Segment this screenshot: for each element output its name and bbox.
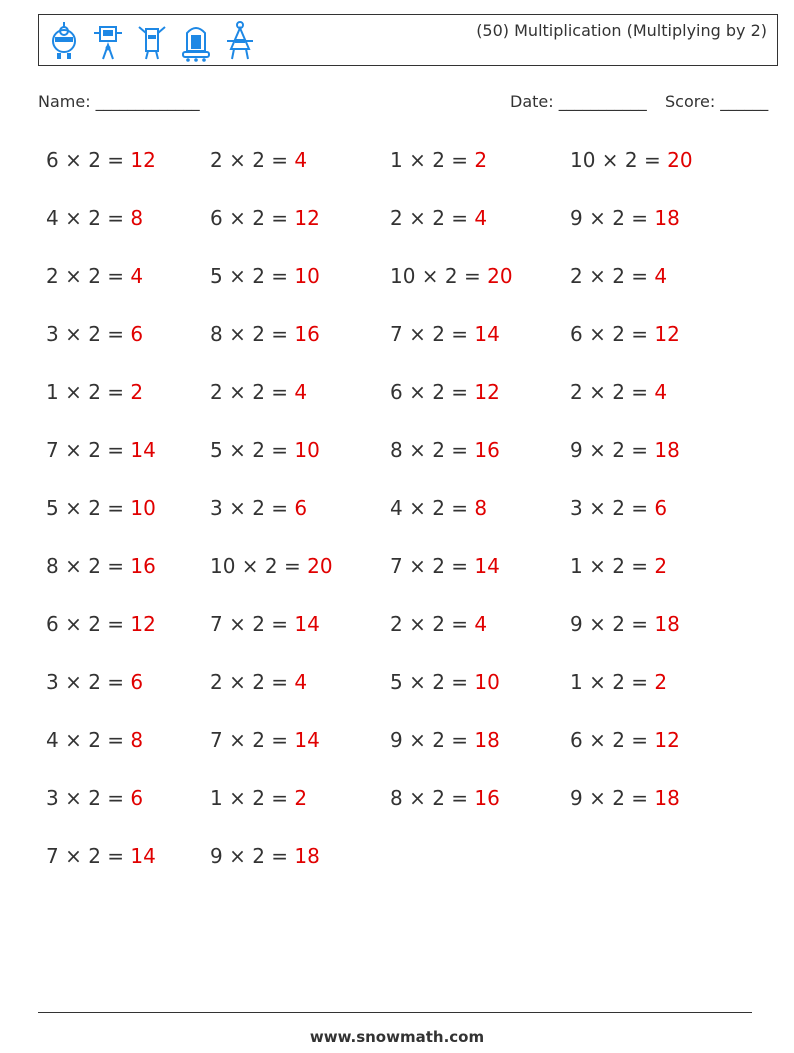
- problem-question: 1 × 2 =: [390, 148, 475, 172]
- problem-answer: 12: [130, 612, 156, 636]
- problem-answer: 4: [474, 206, 488, 230]
- problem: [570, 728, 680, 752]
- problem: [46, 206, 143, 230]
- problem-question: 7 × 2 =: [46, 844, 131, 868]
- problem-answer: 18: [654, 206, 680, 230]
- problem: [570, 496, 667, 520]
- problem-answer: 4: [294, 670, 308, 694]
- problem: [570, 322, 680, 346]
- problem-answer: 2: [474, 148, 488, 172]
- problem-answer: 18: [654, 438, 680, 462]
- problem-answer: 10: [474, 670, 500, 694]
- problem: [390, 264, 513, 288]
- problem: [46, 380, 143, 404]
- problem-answer: 14: [474, 322, 500, 346]
- problem: [46, 322, 143, 346]
- problem-question: 9 × 2 =: [390, 728, 475, 752]
- problem: [390, 786, 500, 810]
- problem-question: 7 × 2 =: [390, 322, 475, 346]
- problem: [390, 206, 487, 230]
- problem-question: 1 × 2 =: [46, 380, 131, 404]
- date-field: Date: ___________: [510, 92, 647, 111]
- problem-answer: 12: [654, 728, 680, 752]
- problem-answer: 18: [654, 612, 680, 636]
- problem-answer: 18: [654, 786, 680, 810]
- problem-question: 7 × 2 =: [390, 554, 475, 578]
- problem: [570, 612, 680, 636]
- problem-answer: 8: [130, 206, 144, 230]
- score-field: Score: ______: [665, 92, 769, 111]
- problem-answer: 14: [474, 554, 500, 578]
- problem: [210, 380, 307, 404]
- problem: [46, 148, 156, 172]
- problem: [390, 728, 500, 752]
- problem-question: 2 × 2 =: [210, 148, 295, 172]
- worksheet-title: (50) Multiplication (Multiplying by 2): [476, 21, 767, 40]
- problem: [390, 554, 500, 578]
- problem-answer: 2: [654, 670, 668, 694]
- problem-question: 9 × 2 =: [210, 844, 295, 868]
- robot-4-icon: [179, 19, 213, 63]
- problem-question: 10 × 2 =: [390, 264, 488, 288]
- problem-question: 3 × 2 =: [46, 322, 131, 346]
- problem-question: 8 × 2 =: [390, 786, 475, 810]
- problem-question: 8 × 2 =: [210, 322, 295, 346]
- problem-answer: 20: [487, 264, 513, 288]
- problem-answer: 14: [130, 844, 156, 868]
- problem-answer: 4: [654, 264, 668, 288]
- problem: [46, 670, 143, 694]
- problem: [570, 670, 667, 694]
- problem: [570, 380, 667, 404]
- robot-3-icon: [135, 19, 169, 63]
- problem: [210, 206, 320, 230]
- problem: [570, 554, 667, 578]
- problem-answer: 6: [130, 786, 144, 810]
- problem-answer: 6: [130, 670, 144, 694]
- problem: [46, 728, 143, 752]
- problem-answer: 14: [294, 728, 320, 752]
- problem-answer: 4: [130, 264, 144, 288]
- problem-answer: 6: [654, 496, 668, 520]
- problem-answer: 2: [294, 786, 308, 810]
- problem-question: 10 × 2 =: [570, 148, 668, 172]
- problem-question: 1 × 2 =: [570, 670, 655, 694]
- problem-question: 3 × 2 =: [46, 786, 131, 810]
- problem-answer: 18: [474, 728, 500, 752]
- problem: [390, 612, 487, 636]
- problem-answer: 4: [474, 612, 488, 636]
- problem-question: 1 × 2 =: [210, 786, 295, 810]
- problem: [210, 322, 320, 346]
- problem-question: 9 × 2 =: [570, 612, 655, 636]
- problem: [210, 728, 320, 752]
- problem-question: 9 × 2 =: [570, 206, 655, 230]
- problem: [46, 844, 156, 868]
- problem-answer: 16: [294, 322, 320, 346]
- problem-answer: 10: [130, 496, 156, 520]
- problem-answer: 14: [294, 612, 320, 636]
- problem-question: 3 × 2 =: [210, 496, 295, 520]
- problem-answer: 12: [130, 148, 156, 172]
- footer-url: www.snowmath.com: [309, 1028, 485, 1046]
- problem-question: 4 × 2 =: [46, 728, 131, 752]
- problem-question: 2 × 2 =: [390, 206, 475, 230]
- problem-answer: 4: [654, 380, 668, 404]
- problem-answer: 10: [294, 438, 320, 462]
- problem-question: 6 × 2 =: [46, 612, 131, 636]
- problem-question: 6 × 2 =: [570, 322, 655, 346]
- problem-answer: 8: [474, 496, 488, 520]
- problem-answer: 12: [654, 322, 680, 346]
- worksheet-header: [38, 14, 778, 66]
- problem: [46, 496, 156, 520]
- problem-question: 9 × 2 =: [570, 438, 655, 462]
- problem-answer: 6: [294, 496, 308, 520]
- robot-1-icon: [47, 19, 81, 63]
- problem-answer: 4: [294, 380, 308, 404]
- problem-question: 4 × 2 =: [390, 496, 475, 520]
- problem-question: 9 × 2 =: [570, 786, 655, 810]
- problem-question: 4 × 2 =: [46, 206, 131, 230]
- problem: [570, 148, 693, 172]
- problem-answer: 6: [130, 322, 144, 346]
- problem: [390, 496, 487, 520]
- problem: [46, 264, 143, 288]
- problem: [570, 438, 680, 462]
- problem-question: 8 × 2 =: [46, 554, 131, 578]
- problem: [570, 206, 680, 230]
- problem: [210, 148, 307, 172]
- problem-question: 6 × 2 =: [210, 206, 295, 230]
- problem-answer: 20: [307, 554, 333, 578]
- footer-divider: [38, 1012, 752, 1013]
- problem-question: 8 × 2 =: [390, 438, 475, 462]
- robot-5-icon: [223, 19, 257, 63]
- problem: [390, 670, 500, 694]
- problem-question: 7 × 2 =: [46, 438, 131, 462]
- problem-answer: 20: [667, 148, 693, 172]
- problem: [390, 322, 500, 346]
- problem-question: 5 × 2 =: [390, 670, 475, 694]
- problem: [210, 554, 333, 578]
- problem: [46, 612, 156, 636]
- problem: [46, 554, 156, 578]
- problem: [210, 786, 307, 810]
- problem-question: 7 × 2 =: [210, 612, 295, 636]
- problem-question: 3 × 2 =: [46, 670, 131, 694]
- problem-question: 6 × 2 =: [390, 380, 475, 404]
- problem: [210, 496, 307, 520]
- robot-2-icon: [91, 19, 125, 63]
- problem-answer: 2: [130, 380, 144, 404]
- problem-question: 2 × 2 =: [46, 264, 131, 288]
- problem-question: 5 × 2 =: [210, 264, 295, 288]
- problem-answer: 16: [130, 554, 156, 578]
- problem-answer: 16: [474, 438, 500, 462]
- problem-question: 7 × 2 =: [210, 728, 295, 752]
- problem-answer: 2: [654, 554, 668, 578]
- problem-answer: 10: [294, 264, 320, 288]
- problem-question: 10 × 2 =: [210, 554, 308, 578]
- problem-question: 1 × 2 =: [570, 554, 655, 578]
- problem: [210, 612, 320, 636]
- problem-answer: 18: [294, 844, 320, 868]
- problem: [210, 844, 320, 868]
- problem: [390, 438, 500, 462]
- problem-question: 2 × 2 =: [390, 612, 475, 636]
- problem: [210, 438, 320, 462]
- problem-question: 5 × 2 =: [46, 496, 131, 520]
- problem: [210, 670, 307, 694]
- problem-answer: 14: [130, 438, 156, 462]
- header-icons: [47, 19, 257, 63]
- name-field: Name: _____________: [38, 92, 200, 111]
- problem-question: 5 × 2 =: [210, 438, 295, 462]
- problem-question: 2 × 2 =: [570, 380, 655, 404]
- problem: [570, 786, 680, 810]
- problem: [46, 786, 143, 810]
- problem-question: 6 × 2 =: [46, 148, 131, 172]
- problem-question: 2 × 2 =: [210, 670, 295, 694]
- problem: [390, 148, 487, 172]
- problem-question: 6 × 2 =: [570, 728, 655, 752]
- problem-question: 2 × 2 =: [210, 380, 295, 404]
- problem-answer: 12: [474, 380, 500, 404]
- problem-answer: 4: [294, 148, 308, 172]
- problem-answer: 12: [294, 206, 320, 230]
- problem-question: 3 × 2 =: [570, 496, 655, 520]
- problem-answer: 16: [474, 786, 500, 810]
- problem: [46, 438, 156, 462]
- problem-question: 2 × 2 =: [570, 264, 655, 288]
- problem: [570, 264, 667, 288]
- problem: [210, 264, 320, 288]
- problem-answer: 8: [130, 728, 144, 752]
- problem: [390, 380, 500, 404]
